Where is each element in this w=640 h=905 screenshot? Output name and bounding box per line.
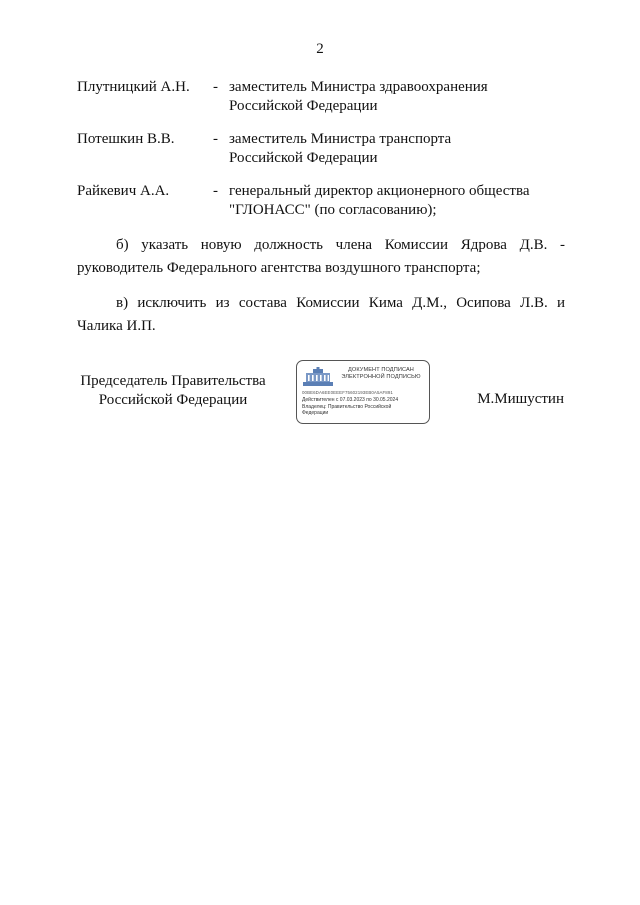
signatory-title-line: Российской Федерации — [98, 392, 248, 408]
member-role-line: генеральный директор акционерного общества — [229, 183, 530, 199]
member-entry — [77, 78, 567, 118]
certificate-owner — [302, 404, 426, 417]
certificate-validity: Действителен с 07.03.2023 по 30.05.2024 — [302, 397, 399, 403]
page-number: 2 — [316, 41, 324, 57]
member-role-line: "ГЛОНАСС" (по согласованию); — [229, 202, 437, 218]
paragraph-b — [77, 234, 565, 280]
member-dash: - — [213, 79, 218, 95]
paragraph-v — [77, 292, 565, 338]
member-name: Потешкин В.В. — [77, 131, 175, 147]
member-role — [229, 182, 569, 220]
stamp-heading-line: ЭЛЕКТРОННОЙ ПОДПИСЬЮ — [341, 374, 421, 381]
signatory-name: М.Мишустин — [477, 391, 564, 407]
paragraph-line: в) исключить из состава Комиссии Кима Д.М., Осипова Л.В. и — [116, 295, 565, 311]
digital-signature-stamp — [296, 360, 430, 424]
member-entry — [77, 130, 567, 170]
paragraph-line: руководитель Федерального агентства воздушного транспорта; — [77, 260, 481, 276]
member-role-line: заместитель Министра здравоохранения — [229, 79, 488, 95]
stamp-heading-line: ДОКУМЕНТ ПОДПИСАН — [348, 367, 414, 373]
member-role — [229, 130, 569, 168]
member-dash: - — [213, 131, 218, 147]
member-role — [229, 78, 569, 116]
paragraph-line: б) указать новую должность члена Комиссии Ядрова Д.В. - — [116, 237, 565, 253]
paragraph-line: Чалика И.П. — [77, 318, 156, 334]
certificate-owner-line: Владелец: Правительство Российской — [302, 404, 392, 410]
member-entry — [77, 182, 567, 222]
certificate-owner-line: Федерации — [302, 410, 329, 417]
member-dash: - — [213, 183, 218, 199]
certificate-serial: 00BE6DA6EE0EEEF75602193EB0A5AF891 — [302, 390, 393, 395]
member-role-line: Российской Федерации — [229, 98, 378, 114]
stamp-heading — [335, 367, 427, 382]
signatory-title-line: Председатель Правительства — [80, 373, 266, 389]
member-name: Плутницкий А.Н. — [77, 79, 190, 95]
signatory-title — [73, 372, 273, 410]
member-name: Райкевич А.А. — [77, 183, 170, 199]
government-building-icon — [303, 367, 333, 386]
member-role-line: заместитель Министра транспорта — [229, 131, 452, 147]
member-role-line: Российской Федерации — [229, 150, 378, 166]
